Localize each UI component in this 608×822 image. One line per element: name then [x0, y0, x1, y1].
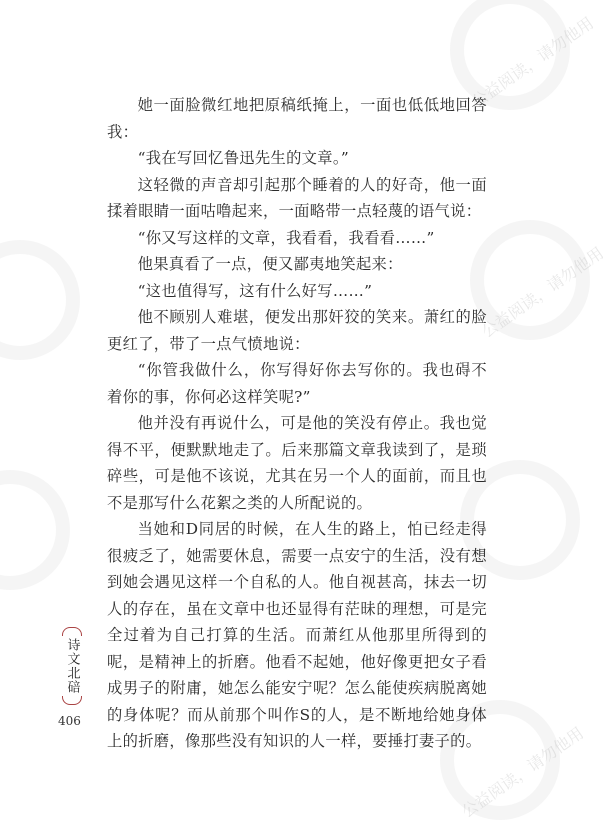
watermark-ring: [0, 240, 80, 360]
ornament-bottom-icon: [62, 696, 82, 705]
page-number: 406: [58, 714, 81, 728]
paragraph: 她一面脸微红地把原稿纸掩上，一面也低低地回答我：: [107, 96, 487, 141]
paragraph: 这轻微的声音却引起那个睡着的人的好奇，他一面揉着眼睛一面咕噜起来，一面略带一点轻蔑的语气说：: [107, 175, 487, 220]
paragraph: 当她和D同居的时候，在人生的路上，怕已经走得很疲乏了，她需要休息，需要一点安宁的生活，没有想到她会遇见这样一个自私的人。他自视甚高，抹去一切人的存在，虽在文章中也还显得有茫昧的理想，可是完全过着为自己打算的生活。而萧红从他那里所得到的呢，是精神上的折磨。他看不起她，他好像更把女子看成男子的附庸，她怎么能安宁呢？怎么能使疾病脱离她的身体呢？而从前那个叫作S的人，是不断地给她身体上的折磨，像那些没有知识的人一样，要捶打妻子的。: [107, 520, 487, 750]
watermark-ring: [0, 470, 70, 590]
paragraph: “这也值得写，这有什么好写……”: [137, 281, 373, 300]
body-text: [107, 92, 487, 755]
paragraph: 他并没有再说什么，可是他的笑没有停止。我也觉得不平，便默默地走了。后来那篇文章我读到了，是琐碎些，可是他不该说，尤其在另一个人的面前，而且也不是那写什么花絮之类的人所配说的。: [107, 414, 487, 512]
ornament-top-icon: [62, 627, 82, 636]
paragraph: 他果真看了一点，便又鄙夷地笑起来：: [137, 255, 403, 273]
paragraph: 他不顾别人难堪，便发出那奸狡的笑来。萧红的脸更红了，带了一点气愤地说：: [107, 308, 487, 353]
paragraph: “你管我做什么，你写得好你去写你的。我也碍不着你的事，你何必这样笑呢?”: [107, 361, 487, 406]
paragraph: “我在写回忆鲁迅先生的文章。”: [137, 149, 349, 167]
watermark-text: 公益阅读，请勿他用: [468, 13, 598, 112]
running-title: [62, 627, 82, 705]
paragraph: “你又写这样的文章，我看看，我看看……”: [137, 228, 435, 247]
watermark-text: 公益阅读，请勿他用: [458, 723, 588, 822]
watermark-text: 公益阅读，请勿他用: [478, 243, 608, 342]
book-title: 诗文北碚: [64, 638, 80, 694]
